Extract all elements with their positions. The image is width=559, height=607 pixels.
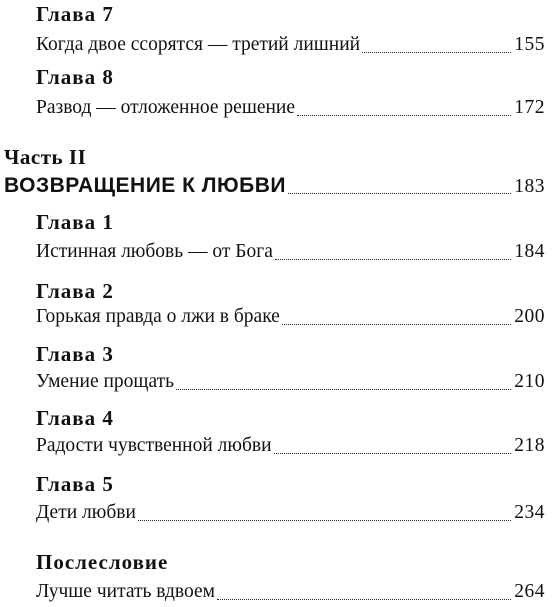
toc-entry-title: Лучше читать вдвоем — [36, 581, 215, 602]
part-2-heading: Часть II — [4, 145, 87, 169]
chapter-8-heading: Глава 8 — [36, 65, 114, 89]
toc-entry-page: 172 — [514, 97, 545, 118]
part-2-chapter-2-heading: Глава 2 — [36, 279, 114, 303]
toc-entry-page: 155 — [514, 34, 545, 55]
toc-entry-part-2-chapter-3[interactable] — [36, 370, 545, 394]
toc-entry-page: 234 — [514, 502, 545, 523]
dot-leader — [217, 599, 511, 600]
dot-leader — [362, 52, 511, 53]
toc-entry-title: Истинная любовь — от Бога — [36, 241, 273, 262]
toc-entry-title: Умение прощать — [36, 371, 175, 392]
toc-entry-page: 210 — [514, 371, 545, 392]
toc-entry-part-2-chapter-4[interactable] — [36, 434, 545, 458]
dot-leader — [282, 324, 511, 325]
toc-entry-title: Горькая правда о лжи в браке — [36, 306, 280, 327]
toc-entry-part-2-chapter-5[interactable] — [36, 501, 545, 525]
dot-leader — [275, 259, 511, 260]
toc-entry-afterword[interactable] — [36, 580, 545, 604]
chapter-7-heading: Глава 7 — [36, 2, 114, 26]
toc-entry-title: ВОЗВРАЩЕНИЕ К ЛЮБВИ — [4, 174, 287, 197]
toc-entry-title: Дети любви — [36, 502, 136, 523]
toc-entry-part-2[interactable] — [4, 174, 545, 198]
part-2-chapter-3-heading: Глава 3 — [36, 342, 114, 366]
toc-entry-part-2-chapter-2[interactable] — [36, 305, 545, 329]
dot-leader — [138, 520, 511, 521]
toc-entry-chapter-8[interactable] — [36, 96, 545, 120]
afterword-heading: Послесловие — [36, 550, 169, 574]
toc-entry-page: 218 — [514, 435, 545, 456]
toc-entry-part-2-chapter-1[interactable] — [36, 240, 545, 264]
toc-entry-page: 264 — [514, 581, 545, 602]
dot-leader — [176, 389, 511, 390]
toc-entry-title: Когда двое ссорятся — третий лишний — [36, 34, 361, 55]
part-2-chapter-5-heading: Глава 5 — [36, 472, 114, 496]
toc-entry-title: Радости чувственной любви — [36, 435, 272, 456]
part-2-chapter-4-heading: Глава 4 — [36, 406, 114, 430]
dot-leader — [288, 193, 511, 194]
toc-entry-title: Развод — отложенное решение — [36, 97, 296, 118]
dot-leader — [274, 453, 512, 454]
toc-entry-chapter-7[interactable] — [36, 33, 545, 57]
toc-entry-page: 183 — [514, 176, 545, 197]
toc-entry-page: 184 — [514, 241, 545, 262]
part-2-chapter-1-heading: Глава 1 — [36, 210, 114, 234]
toc-entry-page: 200 — [514, 306, 545, 327]
dot-leader — [297, 115, 511, 116]
